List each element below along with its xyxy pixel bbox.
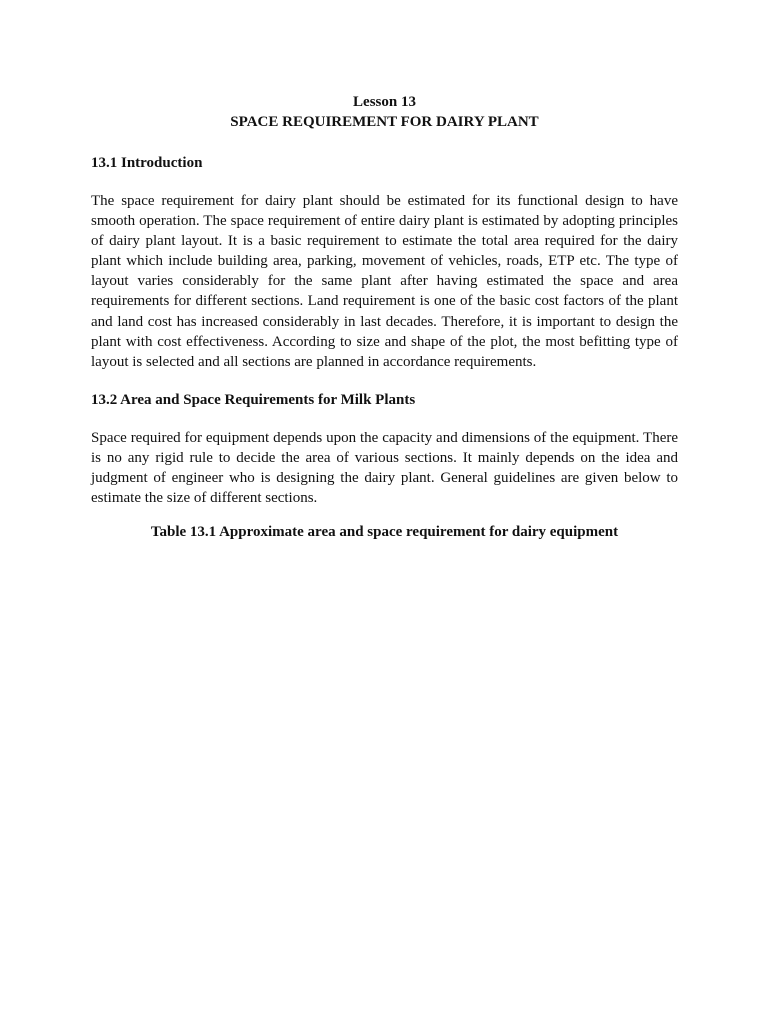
lesson-number: Lesson 13 <box>353 94 416 110</box>
introduction-paragraph: The space requirement for dairy plant should be estimated for its functional design to have smooth operation. The space requirement of entire dairy plant is estimated by adopting principles of dairy plant layout. It is a basic requirement to estimate the total area required for the dairy plant which include building area, parking, movement of vehicles, roads, ETP etc. The type of layout varies considerably for the same plant after having estimated the space and area requirements for different sections. Land requirement is one of the basic cost factors of the plant and land cost has increased considerably in last decades. Therefore, it is important to design the plant with cost effectiveness. According to size and shape of the plot, the most befitting type of layout is selected and all sections are planned in accordance requirements. <box>91 193 678 370</box>
section-heading-area-space: 13.2 Area and Space Requirements for Milk Plants <box>91 391 416 408</box>
page-content <box>91 92 678 542</box>
area-space-paragraph: Space required for equipment depends upon the capacity and dimensions of the equipment. There is no any rigid rule to decide the area of various sections. It mainly depends on the idea and judgment of engineer who is designing the dairy plant. General guidelines are given below to estimate the size of different sections. <box>91 429 678 507</box>
table-caption: Table 13.1 Approximate area and space requirement for dairy equipment <box>150 524 619 541</box>
lesson-title: SPACE REQUIREMENT FOR DAIRY PLANT <box>230 114 539 130</box>
section-heading-introduction: 13.1 Introduction <box>91 155 203 171</box>
